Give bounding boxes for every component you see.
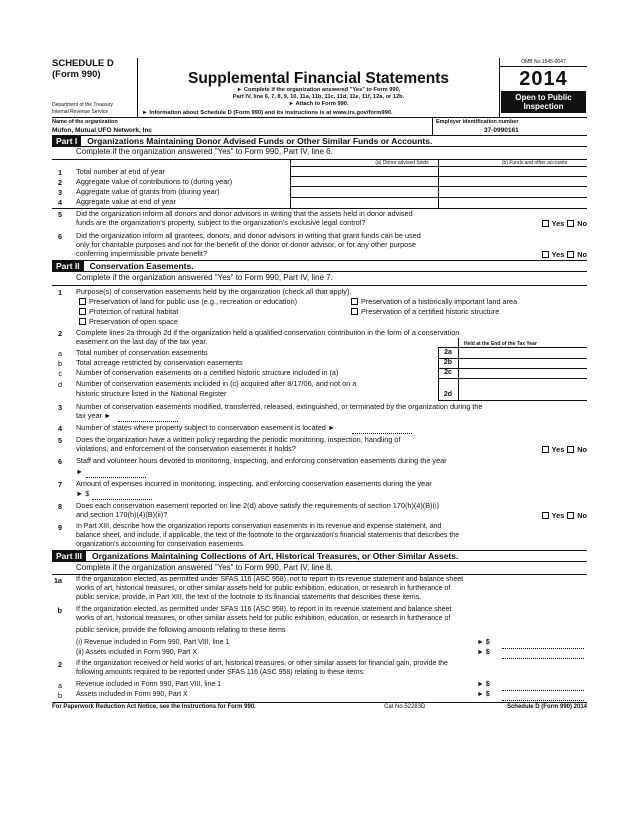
p2-purpose-4[interactable] [348, 308, 499, 317]
p2-line-4-field[interactable] [352, 433, 412, 434]
rule [438, 368, 587, 369]
schedule-label: SCHEDULE D [52, 58, 114, 69]
col-a-header: (a) Donor advised funds [375, 160, 429, 166]
p1-line-6-yes-no[interactable] [539, 250, 587, 259]
rule [438, 400, 587, 401]
p3-line-1b-ii: (ii) Assets included in Form 990, Part X [76, 649, 197, 656]
line-number: 1a [53, 576, 62, 585]
p2-line-5-yes-no[interactable] [539, 445, 587, 454]
p3-1b-i-field[interactable] [502, 648, 584, 649]
rule [52, 702, 587, 703]
part-1-header [52, 136, 587, 147]
p3-line-1b-i: (i) Revenue included in Form 990, Part VIII, line 1 [76, 639, 230, 646]
p2-line-7: Amount of expenses incurred in monitoring, inspecting, and enforcing conservation easements during the year [76, 479, 432, 488]
line-number: 2 [57, 329, 62, 338]
p2-line-8a: Does each conservation easement reported on line 2(d) above satisfy the requirements of section 170(h)(4)(B)(i) [76, 501, 439, 510]
p3-line-1b-2: works of art, historical treasures, or other similar assets held for public exhibition, education, or research in furtherance of [76, 615, 451, 622]
line-number: 4 [57, 198, 62, 207]
open-line-1: Open to Public [515, 93, 572, 102]
p2-purpose-1[interactable] [76, 298, 297, 307]
p2-line-8-yes-no[interactable] [539, 511, 587, 520]
part-3-instr: Complete if the organization answered "Yes" to Form 990, Part IV, line 8. [76, 563, 333, 572]
rule [52, 285, 587, 286]
p2-line-9b: balance sheet, and include, if applicable, the text of the footnote to the organization's financial statements that describes the [76, 532, 460, 539]
rule [52, 574, 587, 575]
part-3-body [52, 627, 587, 687]
line-number: 2 [57, 178, 62, 187]
open-line-2: Inspection [523, 102, 564, 111]
p1-line-5b: funds are the organization's property, subject to the organization's exclusive legal control? [76, 218, 366, 227]
subtitle-3: ► Attach to Form 990. [288, 101, 349, 107]
ein-value[interactable]: 37-0990161 [484, 127, 519, 134]
yes-checkbox[interactable] [542, 446, 549, 453]
rule [290, 176, 587, 177]
part-3-tail [52, 681, 587, 731]
p2-line-3a: Number of conservation easements modified, transferred, released, extinguished, or terminated by the organization during the [76, 402, 483, 411]
part-2-title: Conservation Easements. [89, 261, 194, 271]
p2-line-1: Purpose(s) of conservation easements held by the organization (check all that apply). [76, 287, 352, 296]
p2-line-2a-text: Total number of conservation easements [76, 348, 208, 357]
info-line: ► Information about Schedule D (Form 990) and its instructions is at www.irs.gov/form990. [142, 110, 393, 116]
purpose-label: Preservation of land for public use (e.g., recreation or education) [89, 297, 298, 306]
p3-line-2b: following amounts required to be reported under SFAS 116 (ASC 958) relating to these items: [76, 669, 365, 676]
p3-2a-field[interactable] [502, 690, 584, 691]
p2-line-2d-text-2: historic structure listed in the National Register [76, 389, 227, 398]
p1-line-6c: conferring impermissible private benefit? [76, 249, 207, 258]
p2-line-7-field[interactable] [92, 499, 152, 500]
rule [290, 197, 587, 198]
checkbox[interactable] [351, 298, 358, 305]
form-title: Supplemental Financial Statements [188, 70, 449, 87]
line-number: 4 [57, 424, 62, 433]
p3-1b-ii-field[interactable] [502, 658, 584, 659]
line-letter: a [57, 681, 62, 690]
p2-line-2b-text: Total acreage restricted by conservation easements [76, 358, 243, 367]
checkbox[interactable] [351, 308, 358, 315]
p3-1b-i-dollar: ► $ [477, 639, 490, 646]
yes-checkbox[interactable] [542, 512, 549, 519]
line-number: 7 [57, 480, 62, 489]
rule [290, 186, 587, 187]
p3-2b-dollar: ► $ [477, 691, 490, 698]
p1-line-2: Aggregate value of contributions to (during year) [76, 177, 233, 186]
line-letter: d [57, 380, 62, 389]
part-3-tag: Part III [52, 551, 86, 561]
p2-line-5a: Does the organization have a written policy regarding the periodic monitoring, inspection, handling of [76, 435, 401, 444]
schedule-id-box [52, 58, 138, 118]
line-number: 3 [57, 403, 62, 412]
p3-1b-ii-dollar: ► $ [477, 649, 490, 656]
no-label: No [577, 219, 587, 228]
part-1-instr: Complete if the organization answered "Yes" to Form 990, Part IV, line 6. [76, 147, 333, 156]
p2-line-2c-text: Number of conservation easements on a certified historic structure included in (a) [76, 368, 339, 377]
rule [438, 358, 587, 359]
schedule-footer: Schedule D (Form 990) 2014 [506, 704, 587, 710]
p2-line-2d-text-1: Number of conservation easements included in (c) acquired after 8/17/06, and not on a [76, 379, 357, 388]
line-number: 1 [57, 168, 62, 177]
p1-line-6b: only for charitable purposes and not for the benefit of the donor or donor advisor, or for any other purpose [76, 240, 416, 249]
part-2-body [52, 287, 587, 627]
line-number: 2 [57, 660, 62, 669]
purpose-label: Preservation of a historically important land area [361, 297, 518, 306]
p2-line-7-dollar: ► $ [76, 489, 90, 498]
open-to-public-badge [501, 91, 586, 113]
yes-label: Yes [551, 511, 565, 520]
p3-2a-dollar: ► $ [477, 681, 490, 688]
part-1-body [52, 147, 587, 287]
p2-line-2b: easement on the last day of the tax year. [76, 337, 208, 346]
checkbox[interactable] [79, 318, 86, 325]
rule [290, 166, 587, 167]
paperwork-notice: For Paperwork Reduction Act Notice, see the Instructions for Form 990. [52, 704, 256, 710]
no-checkbox[interactable] [567, 446, 574, 453]
subtitle-1: ► Complete if the organization answered "Yes" to Form 990, [236, 87, 401, 93]
purpose-label: Preservation of a certified historic structure [361, 307, 500, 316]
part-2-header [52, 261, 587, 272]
purpose-label: Preservation of open space [89, 317, 178, 326]
line-number: 5 [57, 436, 62, 445]
p2-line-9a: In Part XIII, describe how the organization reports conservation easements in its revenue and expense statement, and [76, 523, 442, 530]
p3-line-2a: If the organization received or held works of art, historical treasures, or other similar assets for financial gain, provide the [76, 660, 448, 667]
ref-2c: 2c [439, 369, 457, 376]
line-number: 3 [57, 188, 62, 197]
cat-number: Cat No 52283D [384, 704, 426, 710]
p3-line-1a-1: If the organization elected, as permitted under SFAS 116 (ASC 958), not to report in its revenue statement and balance sheet [76, 576, 464, 583]
yes-label: Yes [551, 250, 565, 259]
p2-purpose-3[interactable] [76, 308, 178, 317]
p2-purpose-2[interactable] [348, 298, 517, 307]
form-label: (Form 990) [52, 69, 101, 80]
yes-checkbox[interactable] [542, 220, 549, 227]
p2-line-5b: violations, and enforcement of the conservation easements it holds? [76, 444, 296, 453]
dept-line-1: Department of the Treasury [52, 102, 113, 108]
line-number: 6 [57, 232, 62, 241]
yes-label: Yes [551, 219, 565, 228]
department [52, 102, 113, 115]
held-header: Held at the End of the Tax Year [464, 341, 537, 347]
checkbox[interactable] [79, 308, 86, 315]
ref-2a: 2a [439, 349, 457, 356]
ref-2d: 2d [439, 391, 457, 398]
col-b-header: (b) Funds and other accounts [501, 160, 568, 166]
p3-2b-field[interactable] [502, 700, 584, 701]
subtitle-2: Part IV, line 6, 7, 8, 9, 10, 11a, 11b, 11c, 11d, 11e, 11f, 12a, or 12b. [232, 94, 405, 100]
p2-line-2a: Complete lines 2a through 2d if the organization held a qualified conservation contribution in the form of a conservation [76, 328, 460, 337]
title-block [140, 60, 497, 108]
p1-line-1: Total number at end of year [76, 167, 165, 176]
p2-line-6-arrow: ► [76, 467, 84, 476]
line-letter: b [57, 359, 62, 368]
dept-line-2: Internal Revenue Service [52, 108, 109, 115]
org-name[interactable]: Mufon, Mutual UFO Network, Inc [52, 127, 153, 134]
no-label: No [577, 445, 587, 454]
line-letter: b [57, 691, 62, 700]
form-header [52, 58, 587, 118]
p2-line-8b: and section 170(h)(4)(B)(ii)? [76, 510, 168, 519]
line-number: 8 [57, 502, 62, 511]
no-checkbox[interactable] [567, 220, 574, 227]
part-1-title: Organizations Maintaining Donor Advised Funds or Other Similar Funds or Accounts. [87, 136, 433, 146]
line-number: 6 [57, 457, 62, 466]
ref-2b: 2b [439, 359, 457, 366]
rule [438, 378, 587, 379]
p3-line-1b-3: public service, provide the following amounts relating to these items [76, 627, 286, 634]
p3-line-1a-2: works of art, historical treasures, or other similar assets held for public exhibition, education, or research in furtherance of [76, 585, 451, 592]
p3-line-1a-3: public service, provide, in Part XIII, the text of the footnote to its financial statements that describes these items. [76, 594, 422, 601]
line-letter: c [58, 369, 62, 378]
line-number: 1 [57, 288, 62, 297]
line-number: 9 [57, 523, 62, 532]
part-2-tag: Part II [52, 261, 84, 271]
p1-line-5a: Did the organization inform all donors and donor advisors in writing that the assets held in donor advised [76, 209, 413, 218]
omb-number: OMB No 1545-0047 [500, 58, 587, 67]
tax-year: 2014 [519, 68, 568, 90]
part-3-title: Organizations Maintaining Collections of Art, Historical Treasures, or Other Similar Assets. [91, 551, 459, 561]
no-checkbox[interactable] [567, 512, 574, 519]
p2-line-3b: tax year ► [76, 411, 112, 420]
p2-line-6-field[interactable] [86, 477, 146, 478]
p3-line-2-a: Revenue included in Form 990, Part VIII, line 1 [76, 681, 222, 688]
purpose-label: Protection of natural habitat [89, 307, 179, 316]
p2-line-3-field[interactable] [118, 421, 178, 422]
p2-line-4: Number of states where property subject to conservation easement is located ► [76, 423, 336, 432]
p3-line-1b-1: If the organization elected, as permitted under SFAS 116 (ASC 958), to report in its revenue statement and balance sheet [76, 606, 452, 613]
org-name-label: Name of the organization [52, 119, 118, 125]
yes-label: Yes [551, 445, 565, 454]
line-number: 5 [57, 210, 62, 219]
ein-label: Employer identification number [432, 118, 522, 135]
p2-line-9c: organization's accounting for conservation easements. [76, 541, 245, 548]
no-label: No [577, 511, 587, 520]
no-label: No [577, 250, 587, 259]
omb-box [499, 58, 587, 118]
part-3-header [52, 551, 587, 562]
part-2-instr: Complete if the organization answered "Yes" to Form 990, Part IV, line 7. [76, 273, 333, 282]
p1-line-4: Aggregate value at end of year [76, 197, 176, 206]
p1-line-6a: Did the organization inform all grantees, donors, and donor advisors in writing that grant funds can be used [76, 231, 421, 240]
p1-line-5-yes-no[interactable] [539, 219, 587, 228]
schedule-d-form [52, 58, 587, 731]
p1-line-3: Aggregate value of grants from (during year) [76, 187, 220, 196]
organization-row [52, 118, 587, 136]
p2-purpose-5[interactable] [76, 318, 178, 327]
p2-line-6: Staff and volunteer hours devoted to monitoring, inspecting, and enforcing conservation easements during the year [76, 456, 447, 465]
line-letter: b [57, 606, 62, 615]
rule [438, 347, 587, 348]
line-letter: a [57, 349, 62, 358]
part-1-tag: Part I [52, 136, 81, 146]
yes-checkbox[interactable] [542, 251, 549, 258]
no-checkbox[interactable] [567, 251, 574, 258]
checkbox[interactable] [79, 298, 86, 305]
p3-line-2-b: Assets included in Form 990, Part X [76, 691, 188, 698]
